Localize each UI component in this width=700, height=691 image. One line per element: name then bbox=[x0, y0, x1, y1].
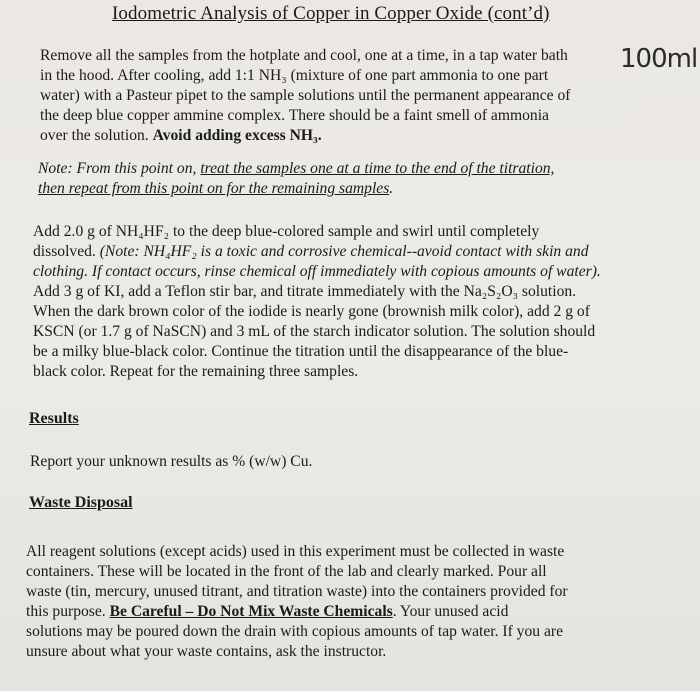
text-line: containers. These will be located in the front of the lab and clearly marked. Pour all bbox=[26, 563, 547, 580]
warning-text: Avoid adding excess NH₃. bbox=[152, 127, 322, 144]
text-run: dissolved. bbox=[33, 243, 100, 260]
text-line bbox=[38, 179, 678, 199]
note-block bbox=[38, 159, 678, 199]
results-heading: Results bbox=[29, 410, 79, 427]
text-line: solutions may be poured down the drain with copious amounts of tap water. If you are bbox=[26, 623, 564, 640]
text-run: From this point on, bbox=[72, 160, 201, 177]
text-line: unsure about what your waste contains, ask the instructor. bbox=[26, 643, 387, 660]
text-line: Add 3 g of KI, add a Teflon stir bar, and titrate immediately with the Na₂S₂O₃ solution. bbox=[33, 283, 577, 300]
waste-disposal-heading: Waste Disposal bbox=[29, 494, 133, 511]
paragraph-cooling bbox=[40, 46, 652, 146]
safety-note: clothing. If contact occurs, rinse chemical off immediately with copious amounts of water). bbox=[33, 263, 601, 280]
text-line bbox=[38, 159, 678, 179]
page-title: Iodometric Analysis of Copper in Copper Oxide (cont’d) bbox=[112, 3, 550, 24]
text-line bbox=[33, 242, 683, 262]
text-line bbox=[40, 126, 652, 146]
paragraph-waste bbox=[26, 542, 686, 662]
text-line: KSCN (or 1.7 g of NaSCN) and 3 mL of the starch indicator solution. The solution should bbox=[33, 323, 596, 340]
paragraph-titration bbox=[33, 222, 683, 382]
text-line: be a milky blue-black color. Continue the titration until the disappearance of the blue- bbox=[33, 343, 569, 360]
text-line: the deep blue copper ammine complex. There should be a faint smell of ammonia bbox=[40, 107, 549, 124]
text-line: Remove all the samples from the hotplate and cool, one at a time, in a tap water bath bbox=[40, 47, 568, 64]
text-line: water) with a Pasteur pipet to the sample solutions until the permanent appearance of bbox=[40, 87, 571, 104]
text-run: . Your unused acid bbox=[392, 603, 509, 620]
results-text: Report your unknown results as % (w/w) Cu. bbox=[30, 453, 313, 470]
text-line: black color. Repeat for the remaining three samples. bbox=[33, 363, 359, 380]
text-line: When the dark brown color of the iodide is nearly gone (brownish milk color), add 2 g of bbox=[33, 303, 590, 320]
text-line: All reagent solutions (except acids) used in this experiment must be collected in waste bbox=[26, 543, 565, 560]
text-line: waste (tin, mercury, unused titrant, and titration waste) into the containers provided for bbox=[26, 583, 568, 600]
text-run: this purpose. bbox=[26, 603, 110, 620]
text-line: in the hood. After cooling, add 1:1 NH₃ (mixture of one part ammonia to one part bbox=[40, 67, 549, 84]
text-line bbox=[26, 602, 686, 622]
text-line: Add 2.0 g of NH₄HF₂ to the deep blue-colored sample and swirl until completely bbox=[33, 223, 540, 240]
underlined-text: treat the samples one at a time to the end of the titration, bbox=[200, 160, 555, 177]
safety-note: (Note: NH₄HF₂ is a toxic and corrosive chemical--avoid contact with skin and bbox=[99, 243, 589, 260]
underlined-text: then repeat from this point on for the remaining samples bbox=[38, 180, 390, 197]
handwritten-annotation: 100ml bbox=[620, 44, 698, 74]
text-run: over the solution. bbox=[40, 127, 153, 144]
note-label: Note: bbox=[38, 160, 73, 177]
warning-text: Be Careful – Do Not Mix Waste Chemicals bbox=[109, 603, 393, 620]
text-run: . bbox=[389, 180, 394, 197]
